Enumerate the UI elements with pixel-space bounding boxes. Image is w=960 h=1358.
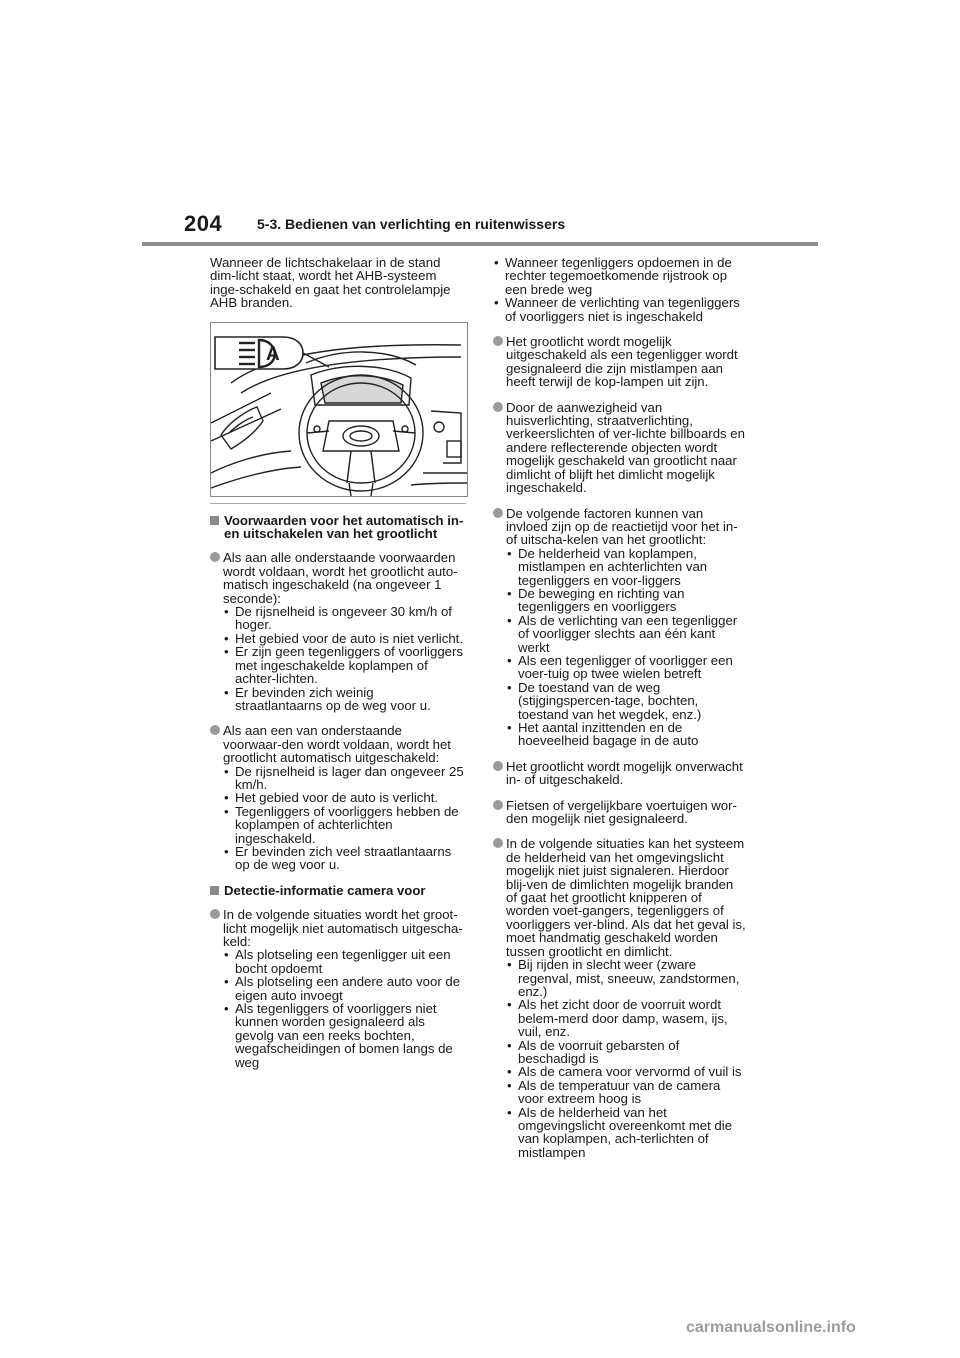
list-item: • Het gebied voor de auto is verlicht. xyxy=(223,791,464,804)
page-number: 204 xyxy=(184,211,223,236)
list-item: • Als de camera voor vervormd of vuil is xyxy=(506,1065,747,1078)
bullet-dot-icon xyxy=(493,336,503,346)
list-item: • Als de verlichting van een tegenligger of voorligger slechts aan één kant werkt xyxy=(506,614,747,654)
bullet-paragraph xyxy=(210,724,464,871)
list-item: • Tegenliggers of voorliggers hebben de koplampen of achterlichten ingeschakeld. xyxy=(223,805,464,845)
sub-list xyxy=(506,958,747,1159)
sub-list xyxy=(223,948,464,1069)
list-item: • De rijsnelheid is lager dan ongeveer 25 km/h. xyxy=(223,765,464,792)
list-item: • De toestand van de weg (stijgingspercen-tage, bochten, toestand van het wegdek, enz.) xyxy=(506,681,747,721)
list-item: • De helderheid van koplampen, mistlampen en achterlichten van tegenliggers en voor-liggers xyxy=(506,547,747,587)
list-item: • Als plotseling een tegenligger uit een bocht opdoemt xyxy=(223,948,464,975)
dashboard-drawing xyxy=(211,323,467,496)
bullet-dot-icon xyxy=(493,508,503,518)
sub-list xyxy=(223,765,464,872)
list-item: • Als een tegenligger of voorligger een voer-tuig op twee wielen betreft xyxy=(506,654,747,681)
bullet-text: Het grootlicht wordt mogelijk uitgeschakeld als een tegenligger wordt gesignaleerd die zijn mistlampen aan heeft terwijl de kop-lampen uit zijn. xyxy=(506,334,738,390)
bullet-text: Fietsen of vergelijkbare voertuigen wor-den mogelijk niet gesignaleerd. xyxy=(506,797,737,827)
list-item: • Er zijn geen tegenliggers of voorliggers met ingeschakelde koplampen of achter-lichten. xyxy=(223,645,464,685)
watermark: carmanualsonline.info xyxy=(686,1319,856,1336)
bullet-paragraph xyxy=(210,908,464,1069)
list-item: • Wanneer tegenliggers opdoemen in de rechter tegemoetkomende rijstrook op een brede weg xyxy=(493,256,747,296)
bullet-paragraph xyxy=(493,335,747,389)
list-item: • Als plotseling een andere auto voor de eigen auto invoegt xyxy=(223,975,464,1002)
intro-text: Wanneer de lichtschakelaar in de stand dim-licht staat, wordt het AHB-systeem inge-schakeld en gaat het controlelampje AHB branden. xyxy=(210,255,451,311)
bullet-text: De volgende factoren kunnen van invloed zijn op de reactietijd voor het in- of uitscha-kelen van het grootlicht: xyxy=(506,505,738,548)
list-item: • Er bevinden zich veel straatlantaarns op de weg voor u. xyxy=(223,845,464,872)
section-title: 5-3. Bedienen van verlichting en ruitenwissers xyxy=(257,216,566,232)
bullet-paragraph xyxy=(210,551,464,712)
bullet-dot-icon xyxy=(493,761,503,771)
list-item: • Wanneer de verlichting van tegenliggers of voorliggers niet is ingeschakeld xyxy=(493,296,747,323)
bullet-text: Als aan een van onderstaande voorwaar-den wordt voldaan, wordt het grootlicht automatisch uitgeschakeld: xyxy=(223,723,451,766)
bullet-dot-icon xyxy=(493,838,503,848)
bullet-text: Het grootlicht wordt mogelijk onverwacht in- of uitgeschakeld. xyxy=(506,758,743,788)
dashboard-illustration xyxy=(210,322,468,497)
heading-square-icon xyxy=(210,886,219,895)
bullet-text: In de volgende situaties wordt het groot-licht mogelijk niet automatisch uitgescha-keld: xyxy=(223,907,463,949)
page-header xyxy=(0,0,960,250)
bullet-dot-icon xyxy=(493,402,503,412)
list-item: • Bij rijden in slecht weer (zware regenval, mist, sneeuw, zandstormen, enz.) xyxy=(506,958,747,998)
list-item: • Als de voorruit gebarsten of beschadigd is xyxy=(506,1039,747,1066)
section-heading xyxy=(210,884,464,897)
bullet-text: Als aan alle onderstaande voorwaarden wordt voldaan, wordt het grootlicht auto-matisch ingeschakeld (na ongeveer 1 seconde): xyxy=(223,550,458,606)
sub-list xyxy=(223,605,464,712)
bullet-dot-icon xyxy=(210,725,220,735)
right-column xyxy=(493,256,747,1171)
list-item: • De rijsnelheid is ongeveer 30 km/h of hoger. xyxy=(223,605,464,632)
bullet-dot-icon xyxy=(493,800,503,810)
bullet-paragraph xyxy=(493,507,747,748)
bullet-dot-icon xyxy=(210,909,220,919)
figure-rule xyxy=(210,503,466,504)
list-item: • Als tegenliggers of voorliggers niet kunnen worden gesignaleerd als gevolg van een reeks bochten, wegafscheidingen of bomen langs de weg xyxy=(223,1002,464,1069)
bullet-paragraph xyxy=(493,401,747,495)
list-item: • Het gebied voor de auto is niet verlicht. xyxy=(223,632,464,645)
header-rule xyxy=(142,242,818,246)
left-column xyxy=(210,256,464,1081)
bullet-paragraph xyxy=(493,799,747,826)
list-item: • Als de helderheid van het omgevingslicht overeenkomt met die van koplampen, ach-terlichten of mistlampen xyxy=(506,1106,747,1160)
continued-list xyxy=(493,256,747,323)
bullet-dot-icon xyxy=(210,552,220,562)
section-heading-text: Voorwaarden voor het automatisch in- en uitschakelen van het grootlicht xyxy=(224,512,464,542)
sub-list xyxy=(493,256,747,323)
bullet-paragraph xyxy=(493,837,747,1159)
ahb-icon-letter: A xyxy=(266,343,280,365)
list-item: • Als de temperatuur van de camera voor extreem hoog is xyxy=(506,1079,747,1106)
bullet-paragraph xyxy=(493,760,747,787)
list-item: • Het aantal inzittenden en de hoeveelheid bagage in de auto xyxy=(506,721,747,748)
bullet-text: Door de aanwezigheid van huisverlichting, straatverlichting, verkeerslichten of ver-lichte billboards en andere reflecterende objecten wordt mogelijk geschakeld van grootlicht naar dimlicht of blijft het dimlicht mogelijk ingeschakeld. xyxy=(506,399,745,496)
list-item: • De beweging en richting van tegenliggers en voorliggers xyxy=(506,587,747,614)
section-heading xyxy=(210,514,464,541)
section-heading-text: Detectie-informatie camera voor xyxy=(224,882,426,898)
list-item: • Er bevinden zich weinig straatlantaarns op de weg voor u. xyxy=(223,686,464,713)
bullet-text: In de volgende situaties kan het systeem de helderheid van het omgevingslicht mogelijk niet juist signaleren. Hierdoor blij-ven de dimlichten mogelijk branden of gaat het grootlicht knipperen of worden voet-gangers, tegenliggers of voorliggers ver-blind. Als dat het geval is, moet handmatig geschakeld worden tussen grootlicht en dimlicht. xyxy=(506,836,746,959)
list-item: • Als het zicht door de voorruit wordt belem-merd door damp, wasem, ijs, vuil, enz. xyxy=(506,998,747,1038)
heading-square-icon xyxy=(210,516,219,525)
sub-list xyxy=(506,547,747,748)
